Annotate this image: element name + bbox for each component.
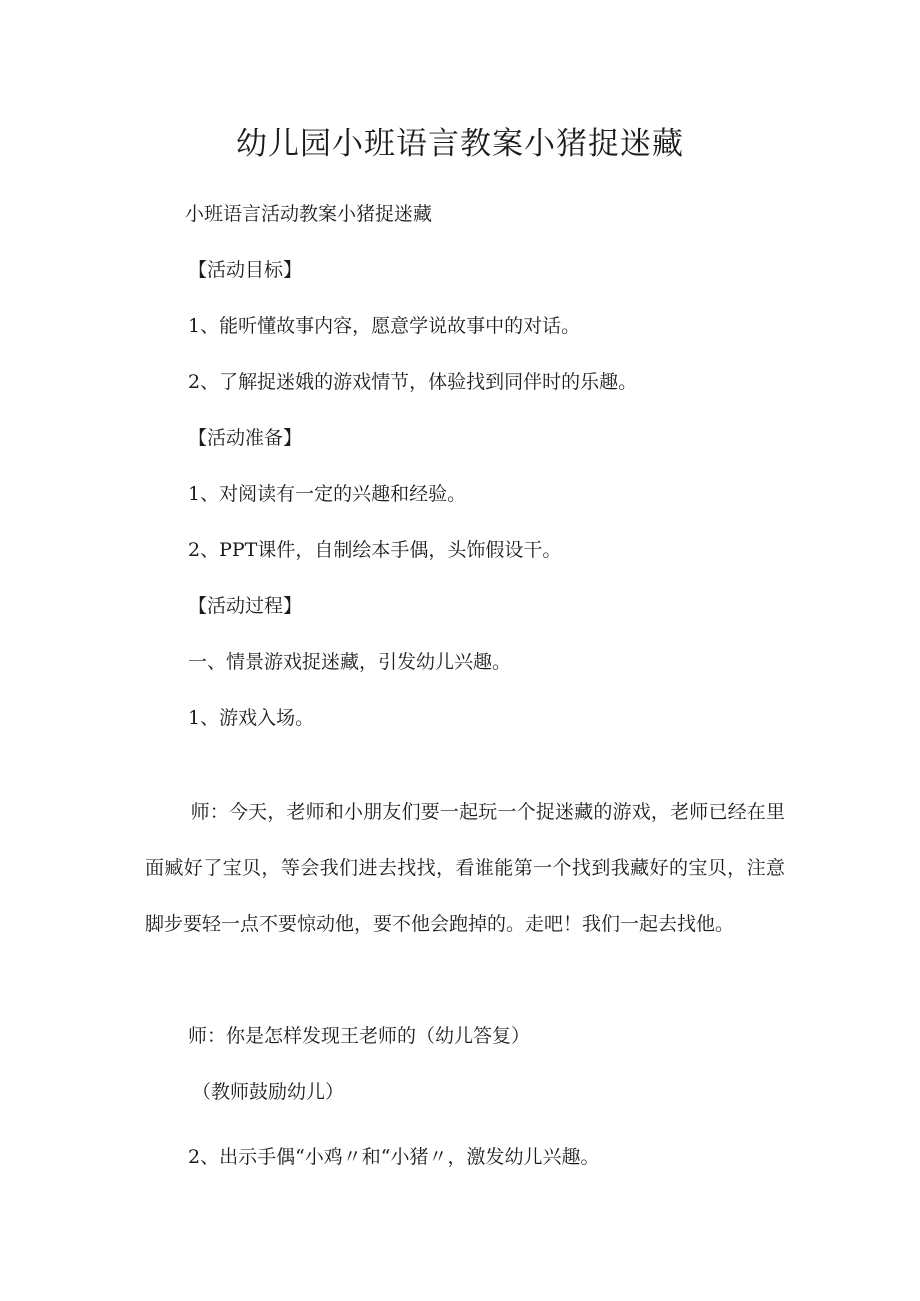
section-heading-process: 【活动过程】 bbox=[188, 595, 303, 617]
prep-item-1: 1、对阅读有一定的兴趣和经验。 bbox=[188, 483, 467, 505]
section-heading-prep: 【活动准备】 bbox=[188, 427, 303, 449]
section-heading-goals: 【活动目标】 bbox=[188, 259, 303, 281]
process-step-one-item-1: 1、游戏入场。 bbox=[188, 707, 315, 729]
goal-item-1: 1、能听懂故事内容，愿意学说故事中的对话。 bbox=[188, 315, 581, 337]
page-title: 幼儿园小班语言教案小猪捉迷藏 bbox=[236, 126, 684, 162]
goal-item-2: 2、了解捉迷娥的游戏情节，体验找到同伴时的乐趣。 bbox=[188, 371, 638, 393]
prep-item-2: 2、PPT课件，自制绘本手偶，头饰假设干。 bbox=[188, 539, 562, 561]
teacher-note: （教师鼓励幼儿） bbox=[192, 1081, 345, 1103]
process-step-one: 一、情景游戏捉迷藏，引发幼儿兴趣。 bbox=[188, 651, 512, 673]
teacher-speech-paragraph: 师：今天，老师和小朋友们要一起玩一个捉迷藏的游戏，老师已经在里面臧好了宝贝，等会我们进去找找，看谁能第一个找到我藏好的宝贝，注意脚步要轻一点不要惊动他，要不他会跑掉的。走吧！我们一起去找他。 bbox=[145, 801, 785, 935]
subtitle: 小班语言活动教案小猪捉迷藏 bbox=[185, 203, 433, 225]
process-step-one-item-2: 2、出示手偶“小鸡〃和“小猪〃，激发幼儿兴趣。 bbox=[188, 1146, 600, 1168]
teacher-question: 师：你是怎样发现王老师的（幼儿答复） bbox=[188, 1025, 531, 1047]
